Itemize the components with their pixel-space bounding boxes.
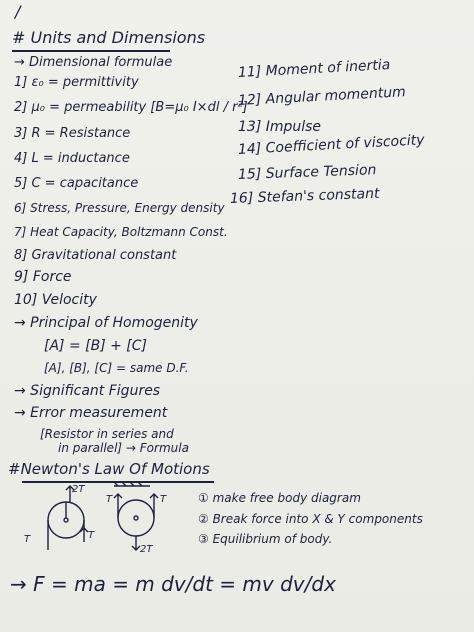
list-item-8: 8] Gravitational constant xyxy=(14,248,177,263)
newton-formula: → F = ma = m dv/dt = mv dv/dx xyxy=(10,572,336,596)
pulley-diagram-right xyxy=(106,480,190,560)
label-left-t1: T xyxy=(24,534,31,545)
pulley-diagram-left xyxy=(20,480,110,560)
corner-mark: / xyxy=(15,2,21,21)
step-1: ① make free body diagram xyxy=(198,491,361,505)
heading-underline xyxy=(12,50,170,52)
step-2: ② Break force into X & Y components xyxy=(198,512,423,526)
list-item-15: 15] Surface Tension xyxy=(237,162,377,183)
list-item-5: 5] C = capacitance xyxy=(14,176,139,191)
list-item-2: 2] μ₀ = permeability [B=μ₀ I×dl / r²] xyxy=(14,100,248,115)
label-left-2t: 2T xyxy=(72,484,85,495)
heading-newton: #Newton's Law Of Motions xyxy=(8,460,210,478)
significant-figures: → Significant Figures xyxy=(14,383,161,399)
heading-units-dimensions: # Units and Dimensions xyxy=(12,28,206,47)
label-left-t2: T xyxy=(88,530,95,541)
homogeneity-note: [A], [B], [C] = same D.F. xyxy=(44,361,189,375)
list-item-1: 1] ε₀ = permittivity xyxy=(14,75,139,90)
list-item-16: 16] Stefan's constant xyxy=(229,185,380,207)
list-item-12: 12] Angular momentum xyxy=(237,84,407,109)
list-item-7: 7] Heat Capacity, Boltzmann Const. xyxy=(14,225,228,239)
list-item-4: 4] L = inductance xyxy=(14,151,130,166)
homogeneity-equation: [A] = [B] + [C] xyxy=(44,338,147,354)
list-item-14: 14] Coefficient of viscocity xyxy=(237,132,425,158)
list-item-10: 10] Velocity xyxy=(14,292,97,308)
error-measurement: → Error measurement xyxy=(14,405,168,421)
list-item-11: 11] Moment of inertia xyxy=(237,57,391,81)
list-item-6: 6] Stress, Pressure, Energy density xyxy=(14,201,225,215)
resistor-note-line2: in parallel] → Formula xyxy=(58,441,189,455)
principle-homogeneity: → Principal of Homogenity xyxy=(14,315,198,331)
resistor-note-line1: [Resistor in series and xyxy=(40,427,174,441)
label-right-t: T xyxy=(160,494,167,505)
dimensional-formulae-label: → Dimensional formulae xyxy=(14,55,173,70)
label-right-2t: 2T xyxy=(140,544,153,555)
step-3: ③ Equilibrium of body. xyxy=(198,532,333,546)
list-item-3: 3] R = Resistance xyxy=(14,126,131,141)
label-right-t1: T xyxy=(106,494,113,505)
list-item-9: 9] Force xyxy=(14,269,72,285)
list-item-13: 13] Impulse xyxy=(238,119,322,135)
